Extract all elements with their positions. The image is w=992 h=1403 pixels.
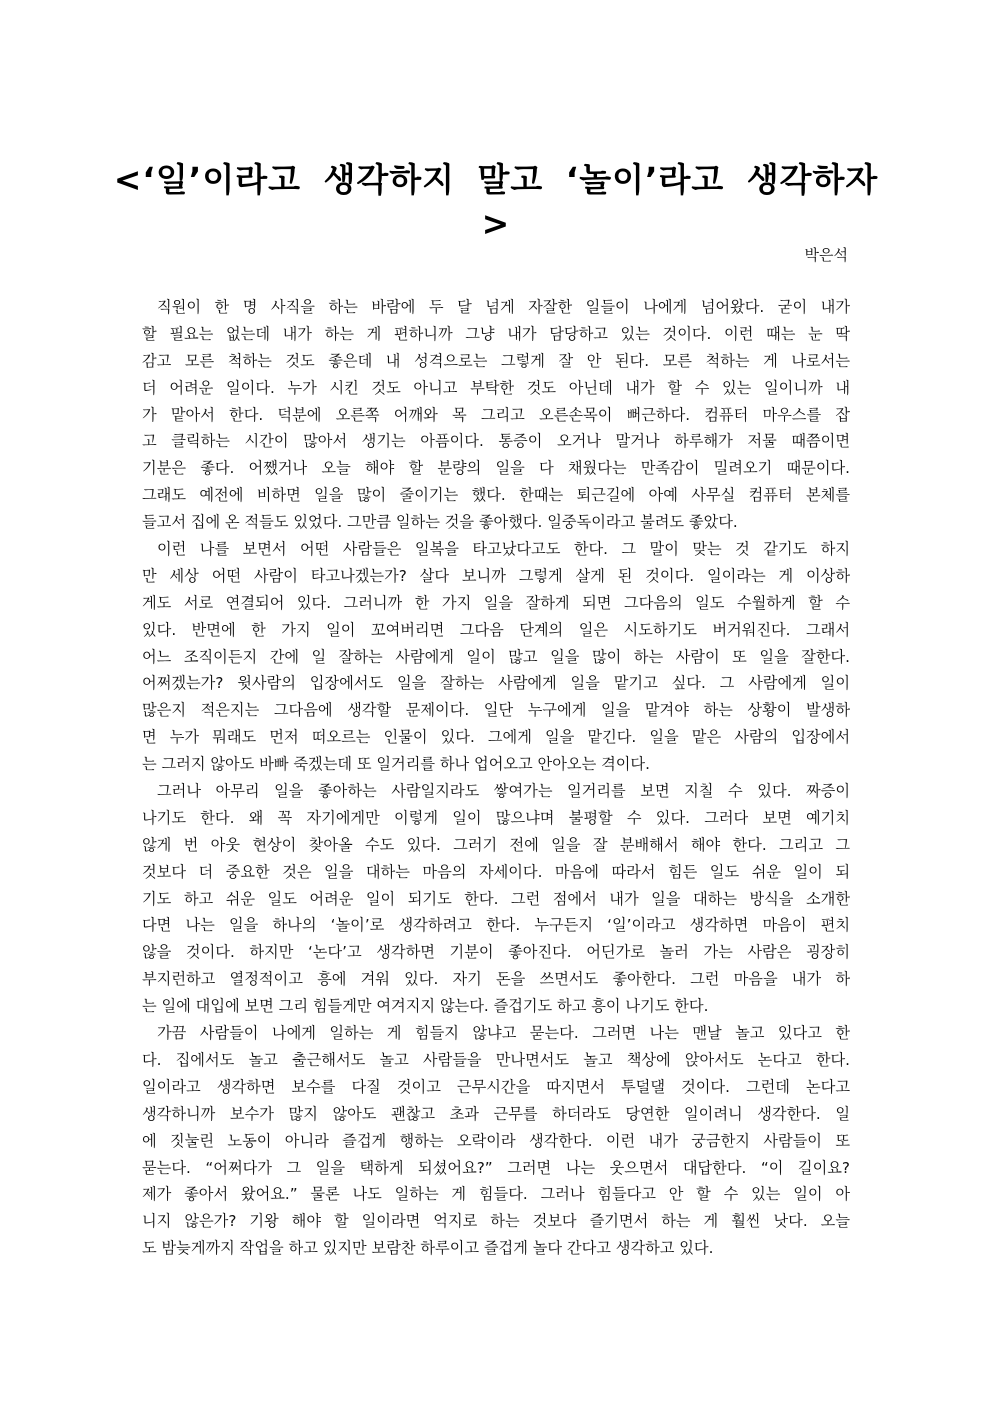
text-line: 기분은 좋다. 어쨌거나 오늘 해야 할 분량의 일을 다 채웠다는 만족감이 밀려오기 때문이다. xyxy=(142,459,850,478)
text-line: 부지런하고 열정적이고 흥에 겨워 있다. 자기 돈을 쓰면서도 좋아한다. 그런 마음을 내가 하 xyxy=(142,970,850,989)
text-line: 많은지 적은지는 그다음에 생각할 문제이다. 일단 누구에게 일을 맡겨야 하는 상황이 발생하 xyxy=(142,701,850,720)
document-title: <‘일’이라고 생각하지 말고 ‘놀이’라고 생각하자> xyxy=(113,160,879,243)
text-line: 가 맡아서 한다. 덕분에 오른쪽 어깨와 목 그리고 오른손목이 뻐근하다. 컴퓨터 마우스를 잡 xyxy=(142,405,850,424)
text-line: 면 누가 뭐래도 먼저 떠오르는 인물이 있다. 그에게 일을 맡긴다. 일을 맡은 사람의 입장에서 xyxy=(142,728,850,747)
text-line: 더 어려운 일이다. 누가 시킨 것도 아니고 부탁한 것도 아닌데 내가 할 수 있는 일이니까 내 xyxy=(142,378,850,397)
text-line: 기도 하고 쉬운 일도 어려운 일이 되기도 한다. 그런 점에서 내가 일을 대하는 방식을 소개한 xyxy=(142,889,850,908)
text-line: 다면 나는 일을 하나의 ‘놀이’로 생각하려고 한다. 누구든지 ‘일’이라고 생각하면 마음이 편치 xyxy=(142,916,850,935)
text-line: 이런 나를 보면서 어떤 사람들은 일복을 타고났다고도 한다. 그 말이 맞는 것 같기도 하지 xyxy=(157,540,850,559)
text-line: 게도 서로 연결되어 있다. 그러니까 한 가지 일을 잘하게 되면 그다음의 일도 수월하게 할 수 xyxy=(142,593,850,612)
text-line: 들고서 집에 온 적들도 있었다. 그만큼 일하는 것을 좋아했다. 일중독이라고 불려도 좋았다. xyxy=(142,513,738,532)
text-line: 일이라고 생각하면 보수를 다질 것이고 근무시간을 따지면서 투덜댈 것이다. 그런데 논다고 xyxy=(142,1077,850,1096)
text-line: 것보다 더 중요한 것은 일을 대하는 마음의 자세이다. 마음에 따라서 힘든 일도 쉬운 일이 되 xyxy=(142,862,850,881)
text-line: 는 일에 대입에 보면 그리 힘들게만 여겨지지 않는다. 즐겁기도 하고 흥이 나기도 한다. xyxy=(142,997,709,1016)
text-line: 않을 것이다. 하지만 ‘논다’고 생각하면 기분이 좋아진다. 어딘가로 놀러 가는 사람은 굉장히 xyxy=(142,943,850,962)
text-line: 있다. 반면에 한 가지 일이 꼬여버리면 그다음 단계의 일은 시도하기도 버거워진다. 그래서 xyxy=(142,620,850,639)
text-line: 할 필요는 없는데 내가 하는 게 편하니까 그냥 내가 담당하고 있는 것이다. 이런 때는 눈 딱 xyxy=(142,324,850,343)
text-line: 나기도 한다. 왜 꼭 자기에게만 이렇게 일이 많으냐며 불평할 수 있다. 그러다 보면 예기치 xyxy=(142,808,850,827)
text-line: 생각하니까 보수가 많지 않아도 괜찮고 초과 근무를 하더라도 당연한 일이려니 생각한다. 일 xyxy=(142,1104,850,1123)
text-line: 직원이 한 명 사직을 하는 바람에 두 달 넘게 자잘한 일들이 나에게 넘어왔다. 굳이 내가 xyxy=(157,298,850,316)
text-line: 감고 모른 척하는 것도 좋은데 내 성격으로는 그렇게 잘 안 된다. 모른 척하는 게 나로서는 xyxy=(142,351,850,370)
text-line: 에 짓눌린 노동이 아니라 즐겁게 행하는 오락이라 생각한다. 이런 내가 궁금한지 사람들이 또 xyxy=(142,1131,850,1150)
text-line: 다. 집에서도 놀고 출근해서도 놀고 사람들을 만나면서도 놀고 책상에 앉아서도 논다고 한다. xyxy=(142,1050,850,1069)
author-name: 박은석 xyxy=(804,246,848,264)
text-line: 니지 않은가? 기왕 해야 할 일이라면 억지로 하는 것보다 즐기면서 하는 게 훨씬 낫다. 오늘 xyxy=(142,1212,850,1231)
text-line: 는 그러지 않아도 바빠 죽겠는데 또 일거리를 하나 업어오고 안아오는 격이다. xyxy=(142,755,650,774)
text-line: 고 클릭하는 시간이 많아서 생기는 아픔이다. 통증이 오거나 말거나 하루해가 저물 때쯤이면 xyxy=(142,432,850,451)
document-body xyxy=(142,294,850,1262)
text-line: 가끔 사람들이 나에게 일하는 게 힘들지 않냐고 묻는다. 그러면 나는 맨날 놀고 있다고 한 xyxy=(157,1024,850,1043)
text-line: 도 밤늦게까지 작업을 하고 있지만 보람찬 하루이고 즐겁게 놀다 간다고 생각하고 있다. xyxy=(142,1239,714,1258)
text-line: 만 세상 어떤 사람이 타고나겠는가? 살다 보니까 그렇게 살게 된 것이다. 일이라는 게 이상하 xyxy=(142,566,850,585)
text-line: 그러나 아무리 일을 좋아하는 사람일지라도 쌓여가는 일거리를 보면 지칠 수 있다. 짜증이 xyxy=(157,782,850,801)
text-line: 어느 조직이든지 간에 일 잘하는 사람에게 일이 많고 일을 많이 하는 사람이 또 일을 잘한다. xyxy=(142,647,850,666)
text-line: 않게 번 아웃 현상이 찾아올 수도 있다. 그러기 전에 일을 잘 분배해서 해야 한다. 그리고 그 xyxy=(142,835,850,854)
text-line: 그래도 예전에 비하면 일을 많이 줄이기는 했다. 한때는 퇴근길에 아예 사무실 컴퓨터 본체를 xyxy=(142,486,850,505)
text-line: 어쩌겠는가? 윗사람의 입장에서도 일을 잘하는 사람에게 일을 맡기고 싶다. 그 사람에게 일이 xyxy=(142,674,850,693)
text-line: 묻는다. “어쩌다가 그 일을 택하게 되셨어요?” 그러면 나는 웃으면서 대답한다. “이 길이요? xyxy=(142,1158,850,1177)
text-line: 제가 좋아서 왔어요.” 물론 나도 일하는 게 힘들다. 그러나 힘들다고 안 할 수 있는 일이 아 xyxy=(142,1185,850,1204)
